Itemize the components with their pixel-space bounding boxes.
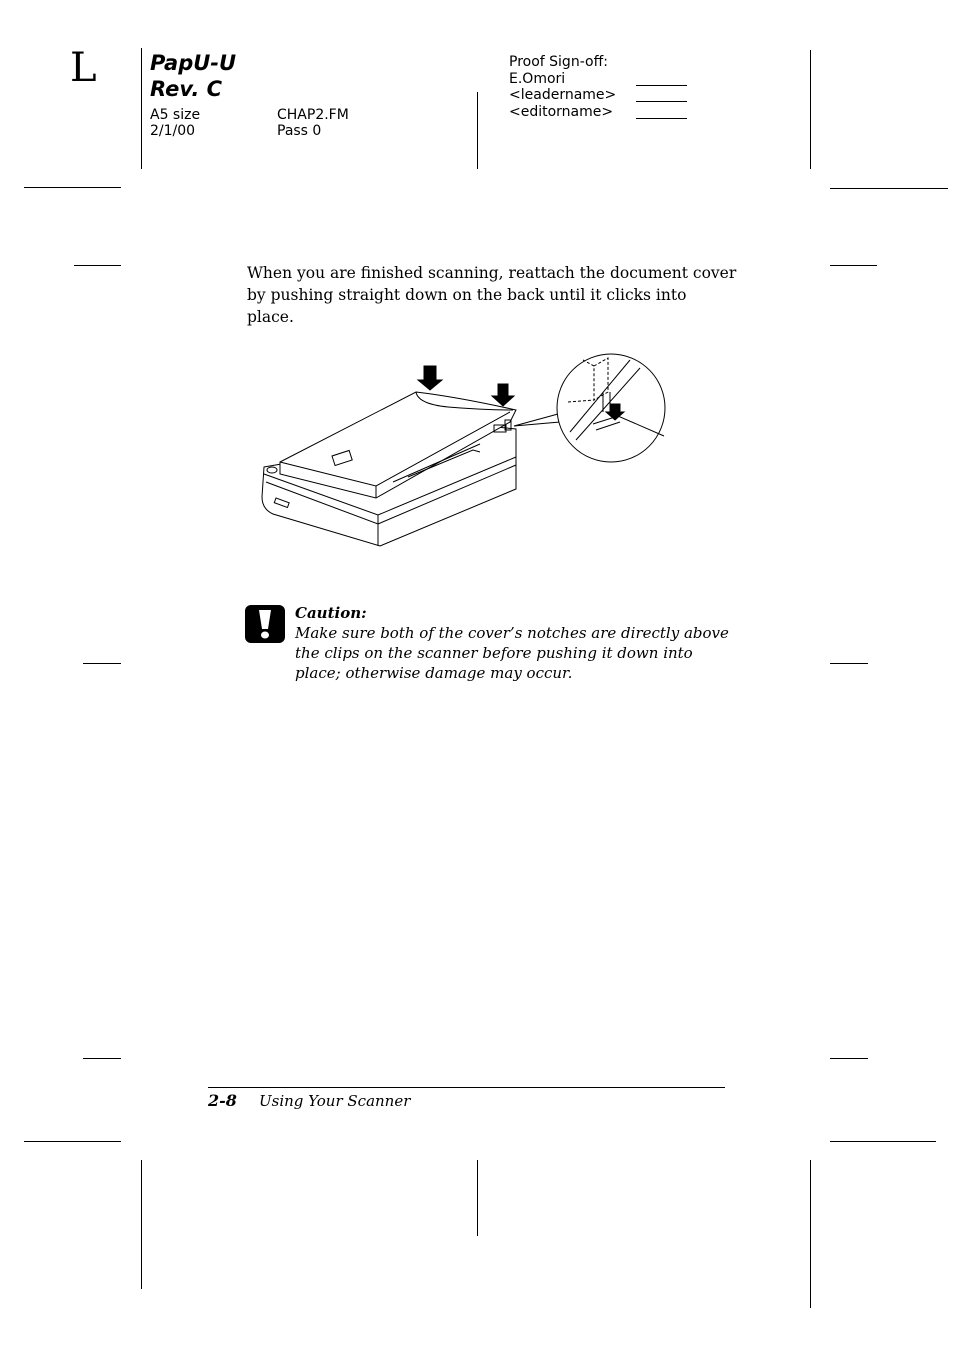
signoff-name: E.Omori <box>509 71 566 87</box>
crop-mark-right-2 <box>830 663 868 664</box>
product-title <box>150 50 236 102</box>
revision-label: Rev. C <box>150 77 223 101</box>
chapter-title: Using Your Scanner <box>259 1092 411 1110</box>
corner-letter: L <box>70 45 97 91</box>
crop-mark-left-3 <box>83 1058 121 1059</box>
footer-rule <box>208 1087 725 1088</box>
header-date: 2/1/00 <box>150 123 196 139</box>
product-name: PapU-U <box>150 51 237 75</box>
file-name: CHAP2.FM <box>277 107 349 123</box>
crop-mark-bottom-left <box>24 1141 121 1142</box>
signoff-blank-line <box>636 101 687 102</box>
signoff-name: <editorname> <box>509 104 614 120</box>
signoff-blank-line <box>636 118 687 119</box>
crop-mark-top-left <box>24 187 121 188</box>
crop-mark-right-1 <box>830 265 877 266</box>
scanner-illustration <box>258 352 668 552</box>
body-paragraph: When you are finished scanning, reattach the document cover by pushing straight down on the back until it clicks into place. <box>247 264 737 326</box>
crop-mark-left-1 <box>74 265 121 266</box>
crop-mark-vertical-bottom-left <box>141 1160 142 1289</box>
caution-text: Make sure both of the cover’s notches are directly above the clips on the scanner before pushing it down into place; otherwise damage may occur. <box>295 624 729 682</box>
crop-mark-vertical-bottom-right <box>810 1160 811 1308</box>
signoff-blank-line <box>636 85 687 86</box>
signoff-name: <leadername> <box>509 87 617 103</box>
crop-mark-vertical-top-right <box>810 50 811 169</box>
caution-icon <box>245 605 285 643</box>
page-size: A5 size <box>150 107 201 123</box>
crop-mark-vertical-top-center <box>477 92 478 169</box>
crop-mark-vertical-bottom-center <box>477 1160 478 1236</box>
crop-mark-vertical-top-left <box>141 48 142 169</box>
caution-title: Caution: <box>295 604 367 622</box>
pass-label: Pass 0 <box>277 123 322 139</box>
crop-mark-bottom-right <box>830 1141 936 1142</box>
crop-mark-right-3 <box>830 1058 868 1059</box>
crop-mark-left-2 <box>83 663 121 664</box>
proof-signoff-label: Proof Sign-off: <box>509 54 608 70</box>
page-number: 2-8 <box>208 1091 237 1110</box>
crop-mark-top-right <box>830 188 948 189</box>
